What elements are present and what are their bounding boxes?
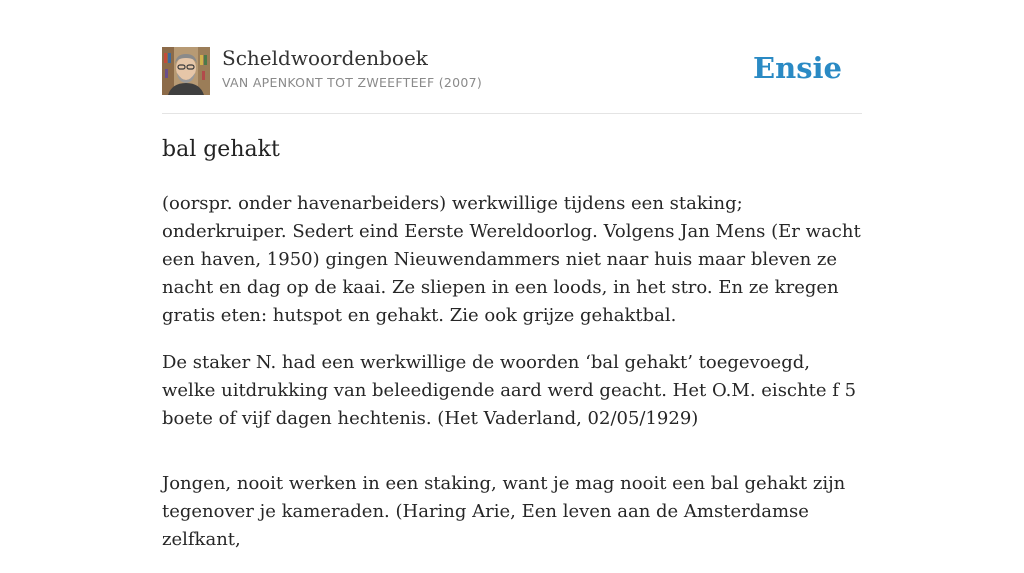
entry-content	[162, 190, 864, 573]
header-divider	[162, 113, 862, 114]
ensie-logo[interactable]: Ensie	[753, 51, 842, 85]
source-subtitle: VAN APENKONT TOT ZWEEFTEEF (2007)	[222, 75, 483, 90]
author-portrait-icon	[162, 47, 210, 95]
entry-term: bal gehakt	[162, 137, 280, 162]
source-title[interactable]: Scheldwoordenboek	[222, 46, 428, 70]
author-avatar[interactable]	[162, 47, 210, 95]
entry-definition: (oorspr. onder havenarbeiders) werkwillige tijdens een staking; onderkruiper. Sedert eind Eerste Wereldoorlog. Volgens Jan Mens (Er wacht een haven, 1950) gingen Nieuwendammers niet naar huis maar bleven ze nacht en dag op de kaai. Ze sliepen in een loods, in het stro. En ze kregen gratis eten: hutspot en gehakt. Zie ook grijze gehaktbal.	[162, 193, 861, 326]
entry-quote: Jongen, nooit werken in een staking, want je mag nooit een bal gehakt zijn tegenover je kameraden. (Haring Arie, Een leven aan de Amsterdamse zelfkant,	[162, 473, 846, 550]
source-header	[162, 46, 862, 98]
entry-quote: De staker N. had een werkwillige de woorden ‘bal gehakt’ toegevoegd, welke uitdrukking van beleedigende aard werd geacht. Het O.M. eischte f 5 boete of vijf dagen hechtenis. (Het Vaderland, 02/05/1929)	[162, 352, 857, 429]
